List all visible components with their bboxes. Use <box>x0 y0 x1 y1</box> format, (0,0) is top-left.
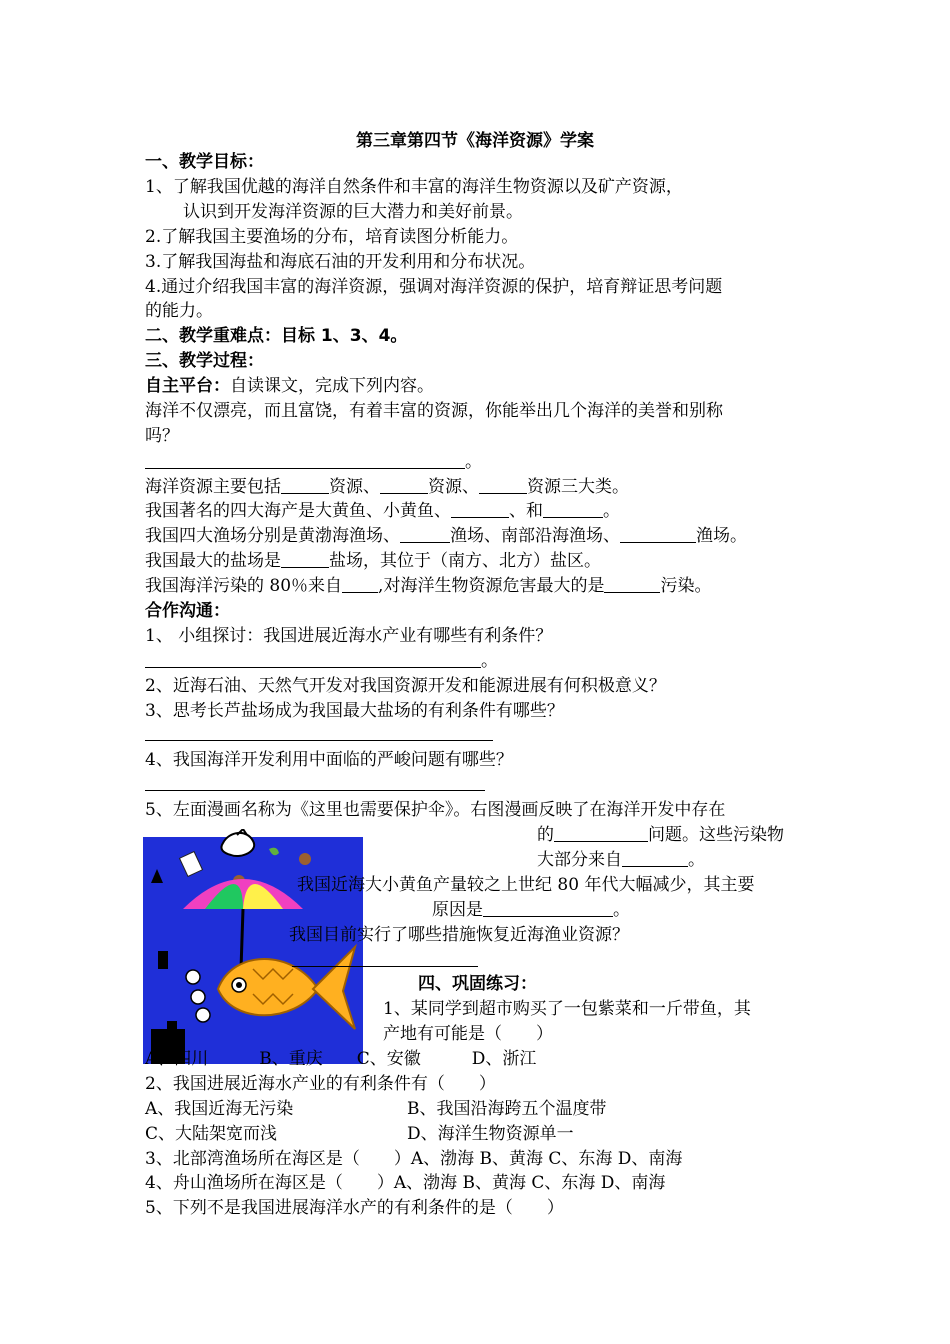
coop-question-5c <box>537 848 705 872</box>
practice-2-option-b: B、我国沿海跨五个温度带 <box>407 1099 607 1119</box>
objective-1a: 1、了解我国优越的海洋自然条件和丰富的海洋生物资源以及矿产资源， <box>145 177 683 197</box>
question-ocean-a: 海洋不仅漂亮，而且富饶，有着丰富的资源，你能举出几个海洋的美誉和别称 <box>145 401 723 421</box>
coop-question-4: 4、我国海洋开发利用中面临的严峻问题有哪些？ <box>145 750 513 770</box>
blank[interactable] <box>400 525 450 543</box>
practice-2-option-d: D、海洋生物资源单一 <box>407 1124 574 1144</box>
coop-question-5b <box>537 823 784 847</box>
answer-line-ocean[interactable] <box>145 450 482 474</box>
section4-heading: 四、巩固练习： <box>418 974 537 994</box>
section1-heading: 一、教学目标： <box>145 152 264 172</box>
blank[interactable] <box>622 849 688 867</box>
objective-1b: 认识到开发海洋资源的巨大潜力和美好前景。 <box>183 202 523 222</box>
practice-1b: 产地有可能是（ ） <box>383 1024 553 1044</box>
fishing-ground-line <box>145 524 747 548</box>
blank[interactable] <box>145 451 465 469</box>
practice-4: 4、舟山渔场所在海区是（ ）A、渤海 B、黄海 C、东海 D、南海 <box>145 1173 666 1193</box>
text: 问题。这些污染物 <box>648 825 784 845</box>
coop-question-1: 1、 小组探讨：我国进展近海水产业有哪些有利条件？ <box>145 626 553 646</box>
self-study-text: 自读课文，完成下列内容。 <box>230 376 434 396</box>
text: 资源、 <box>329 477 380 497</box>
coop-question-7: 我国目前实行了哪些措施恢复近海渔业资源？ <box>289 925 629 945</box>
self-study-label: 自主平台： <box>145 376 230 396</box>
blank[interactable] <box>380 476 428 494</box>
coop-question-6a: 我国近海大小黄鱼产量较之上世纪 80 年代大幅减少，其主要 <box>297 875 755 895</box>
text: 资源、 <box>428 477 479 497</box>
blank[interactable] <box>554 824 648 842</box>
blank[interactable] <box>281 476 329 494</box>
objective-3: 3.了解我国海盐和海底石油的开发利用和分布状况。 <box>145 252 536 272</box>
section3-heading: 三、教学过程： <box>145 351 264 371</box>
section2-heading: 二、教学重难点：目标 1、3、4。 <box>145 326 408 346</box>
text: 、和 <box>509 501 543 521</box>
text: 我国最大的盐场是 <box>145 551 281 571</box>
answer-line-q3[interactable] <box>145 740 493 741</box>
practice-1a: 1、某同学到超市购买了一包紫菜和一斤带鱼，其 <box>383 999 751 1019</box>
objective-4b: 的能力。 <box>145 301 213 321</box>
text: ,对海洋生物资源危害最大的是 <box>378 576 605 596</box>
text: 渔场、南部沿海渔场、 <box>450 526 620 546</box>
end-mark: 。 <box>481 651 498 671</box>
blank[interactable] <box>483 899 613 917</box>
end-mark: 。 <box>465 452 482 472</box>
answer-line-q4[interactable] <box>145 790 485 791</box>
text: 大部分来自 <box>537 850 622 870</box>
salt-line <box>145 549 601 573</box>
question-ocean-b: 吗？ <box>145 426 179 446</box>
text: 。 <box>613 900 630 920</box>
blank[interactable] <box>281 550 329 568</box>
self-study-line <box>145 374 434 398</box>
blank[interactable] <box>145 650 481 668</box>
practice-3: 3、北部湾渔场所在海区是（ ）A、渤海 B、黄海 C、东海 D、南海 <box>145 1149 683 1169</box>
practice-2-option-a: A、我国近海无污染 <box>145 1099 294 1119</box>
coop-question-2: 2、近海石油、天然气开发对我国资源开发和能源进展有何积极意义？ <box>145 676 666 696</box>
practice-2: 2、我国进展近海水产业的有利条件有（ ） <box>145 1074 496 1094</box>
cooperation-heading: 合作沟通： <box>145 601 230 621</box>
coop-question-5a: 5、左面漫画名称为《这里也需要保护伞》。右图漫画反映了在海洋开发中存在 <box>145 800 726 820</box>
text: 我国著名的四大海产是大黄鱼、小黄鱼、 <box>145 501 451 521</box>
blank[interactable] <box>342 575 378 593</box>
blank[interactable] <box>451 500 509 518</box>
practice-1-options: A、四川 B、重庆 C、安徽 D、浙江 <box>145 1049 537 1069</box>
blank[interactable] <box>543 500 603 518</box>
text: 的 <box>537 825 554 845</box>
pollution-line <box>145 574 711 598</box>
text: 。 <box>603 501 620 521</box>
page-title: 第三章第四节《海洋资源》学案 <box>356 131 594 151</box>
blank[interactable] <box>620 525 696 543</box>
resources-line <box>145 475 629 499</box>
text: 海洋资源主要包括 <box>145 477 281 497</box>
text: 资源三大类。 <box>527 477 629 497</box>
text: 我国海洋污染的 80％来自 <box>145 576 343 596</box>
practice-5: 5、下列不是我国进展海洋水产的有利条件的是（ ） <box>145 1198 564 1218</box>
objective-2: 2.了解我国主要渔场的分布，培育读图分析能力。 <box>145 227 519 247</box>
blank[interactable] <box>604 575 660 593</box>
text: 盐场，其位于（南方、北方）盐区。 <box>329 551 601 571</box>
text: 污染。 <box>660 576 712 596</box>
text: 渔场。 <box>696 526 747 546</box>
text: 。 <box>688 850 705 870</box>
text: 我国四大渔场分别是黄渤海渔场、 <box>145 526 400 546</box>
coop-question-3: 3、思考长芦盐场成为我国最大盐场的有利条件有哪些？ <box>145 701 564 721</box>
answer-line-q7[interactable] <box>292 966 478 967</box>
answer-line-q1[interactable] <box>145 649 498 673</box>
objective-4a: 4.通过介绍我国丰富的海洋资源，强调对海洋资源的保护，培育辩证思考问题 <box>145 277 723 297</box>
coop-question-6b <box>432 898 630 922</box>
seafood-line <box>145 499 620 523</box>
practice-2-option-c: C、大陆架宽而浅 <box>145 1124 278 1144</box>
text: 原因是 <box>432 900 483 920</box>
blank[interactable] <box>479 476 527 494</box>
